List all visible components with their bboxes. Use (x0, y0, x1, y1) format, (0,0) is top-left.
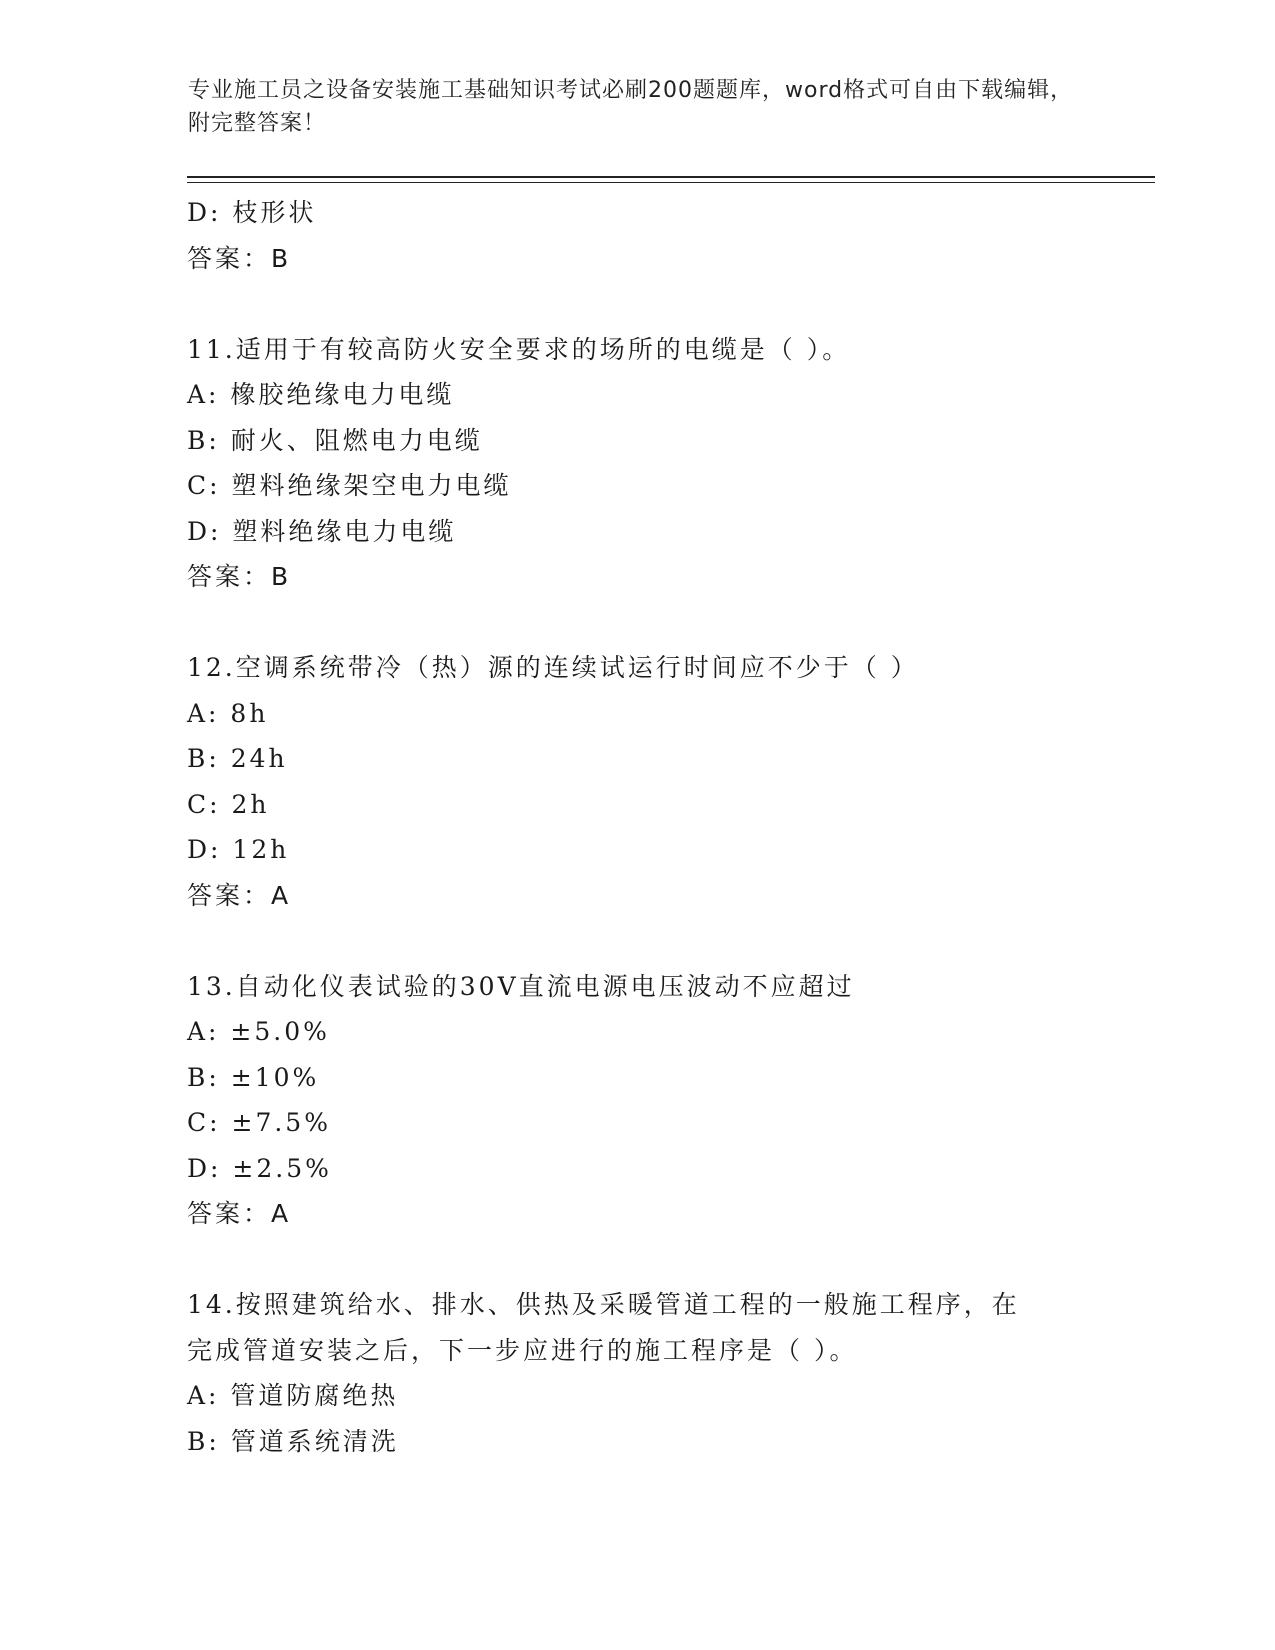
option-d: D: 枝形状 (187, 198, 317, 227)
question-stem: 12.空调系统带冷（热）源的连续试运行时间应不少于（ ） (187, 653, 919, 682)
question-12 (187, 645, 1087, 918)
question-11 (187, 327, 1087, 600)
option-d: D: 塑料绝缘电力电缆 (187, 516, 457, 546)
option-b: B: 耐火、阻燃电力电缆 (187, 425, 483, 455)
option-b: B: 24h (187, 744, 288, 773)
option-a: A: 8h (187, 698, 269, 728)
question-stem: 14.按照建筑给水、排水、供热及采暖管道工程的一般施工程序，在完成管道安装之后，下一步应进行的施工程序是（ ）。 (187, 1290, 1020, 1365)
answer-line: 答案：A (187, 1199, 292, 1228)
header-rule-thin (187, 182, 1155, 183)
option-a: A: 橡胶绝缘电力电缆 (187, 380, 455, 409)
document-header: 专业施工员之设备安装施工基础知识考试必刷200题题库，word格式可自由下载编辑，附完整答案！ (188, 78, 1074, 136)
option-a: A: 管道防腐绝热 (187, 1381, 399, 1410)
question-13 (187, 964, 1087, 1237)
option-d: D: 12h (187, 835, 290, 864)
spacer (187, 918, 1087, 964)
option-c: C: ±7.5% (187, 1108, 331, 1137)
header-rule-thick (187, 176, 1155, 178)
option-b: B: ±10% (187, 1062, 320, 1092)
spacer (187, 281, 1087, 327)
question-stem: 13.自动化仪表试验的30V直流电源电压波动不应超过 (187, 971, 855, 1001)
answer-line: 答案：B (187, 243, 292, 273)
option-c: C: 塑料绝缘架空电力电缆 (187, 471, 512, 500)
answer-line: 答案：B (187, 562, 292, 591)
spacer (187, 600, 1087, 646)
option-c: C: 2h (187, 789, 270, 819)
question-stem: 11.适用于有较高防火安全要求的场所的电缆是（ ）。 (187, 334, 851, 364)
option-a: A: ±5.0% (187, 1017, 330, 1046)
question-list (187, 190, 1087, 1464)
answer-line: 答案：A (187, 880, 292, 910)
option-d: D: ±2.5% (187, 1153, 332, 1183)
question-14 (187, 1282, 1087, 1464)
spacer (187, 1237, 1087, 1283)
option-b: B: 管道系统清洗 (187, 1426, 399, 1456)
